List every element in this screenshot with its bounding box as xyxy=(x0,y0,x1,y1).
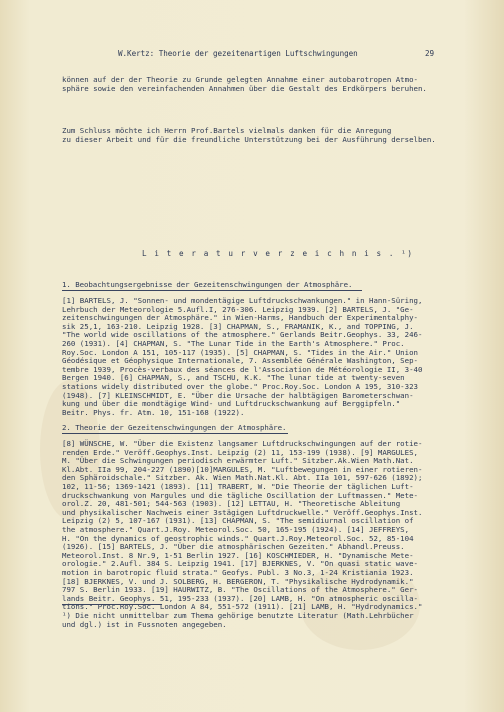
bibliography-title: L i t e r a t u r v e r z e i c h n i s . ¹) xyxy=(142,249,414,258)
heading-underline xyxy=(62,290,362,291)
running-header: W.Kertz: Theorie der gezeitenartigen Luftschwingungen xyxy=(118,49,358,58)
body-paragraph: können auf der der Theorie zu Grunde gelegten Annahme einer autobarotropen Atmo- sphäre sowie den vereinfachenden Annahmen über die Gestalt des Erdkörpers beruhen. xyxy=(62,75,427,93)
section-heading-theory: 2. Theorie der Gezeitenschwingungen der Atmosphäre. xyxy=(62,423,287,432)
footnote: ¹) Die nicht unmittelbar zum Thema gehörige benutzte Literatur (Math.Lehrbücher und dgl.) ist in Fussnoten angegeben. xyxy=(62,611,414,629)
reference-list-theory: [8] WÜNSCHE, W. "Über die Existenz langsamer Luftdruckschwingungen auf der rotie- renden Erde." Veröff.Geophys.Inst. Leipzig (2) 11, 153-199 (1938). [9] MARGULES, M. "Über die Schwingungen periodisch erwärmter Luft." Sitzber.Ak.Wien Math.Nat. Kl.Abt. IIa 99, 204-227 (1890)[10]MARGULES, M. "Luftbewegungen in einer rotieren- den Sphäroidschale." Sitzber. Ak. Wien Math.Nat.Kl. Abt. IIa 101, 597-626 (1892); 102, 11-56; 1369-1421 (1893). [11] TRABERT, W. "Die Theorie der täglichen Luft- druckschwankung von Margules und die tägliche Oscillation der Luftmassen." Mete- orol.Z. 20, 481-501; 544-563 (1903). [12] LETTAU, H. "Theoretische Ableitung und physikalischer Nachweis einer 3stägigen Luftdruckwelle." Veröff.Geophys.Inst. Leipzig (2) 5, 107-167 (1931). [13] CHAPMAN, S. "The semidiurnal oscillation of the atmosphere." Quart.J.Roy. Meteorol.Soc. 50, 165-195 (1924). [14] JEFFREYS, H. "On the dynamics of geostrophic winds." Quart.J.Roy.Meteorol.Soc. 52, 85-104 (1926). [15] BARTELS, J. "Über die atmosphärischen Gezeiten." Abhandl.Preuss. Meteorol.Inst. 8 Nr.9, 1-51 Berlin 1927. [16] KOSCHMIEDER, H. "Dynamische Mete- orologie." 2.Aufl. 384 S. Leipzig 1941. [17] BJERKNES, V. "On quasi static wave- motion in barotropic fluid strata." Geofys. Publ. 3 No.3, 1-24 Kristiania 1923. [18] BJERKNES, V. und J. SOLBERG, H. BERGERON, T. "Physikalische Hydrodynamik." 797 S. Berlin 1933. [19] HAURWITZ, B. "The Oscillations of the Atmosphere." Ger- lands Beitr. Geophys. 51, 195-233 (1937). [20] LAMB, H. "On atmospheric oscilla- tions." Proc.Roy.Soc. London A 84, 551-572 (1911). [21] LAMB, H. "Hydrodynamics." xyxy=(62,439,423,612)
section-heading-observations: 1. Beobachtungsergebnisse der Gezeitenschwingungen der Atmosphäre. xyxy=(62,280,353,289)
reference-list-observations: [1] BARTELS, J. "Sonnen- und mondentägige Luftdruckschwankungen." in Hann-Süring, Lehrbuch der Meteorologie 5.Aufl.I, 276-306. Leipzig 1939. [2] BARTELS, J. "Ge- zeitenschwingungen der Atmosphäre." in Wien-Harms, Handbuch der Experimentalphy- sik 25,1, 163-210. Leipzig 1928. [3] CHAPMAN, S., FRAMANIK, K., and TOPPING, J. "The world wide oscillations of the atmosphere." Gerlands Beitr.Geophys. 33, 246- 260 (1931). [4] CHAPMAN, S. "The Lunar Tide in the Earth's Atmosphere." Proc. Roy.Soc. London A 151, 105-117 (1935). [5] CHAPMAN, S. "Tides in the Air." Union Géodésique et Géophysique Internationale, 7. Assemblée Générale Washington, Sep- tembre 1939, Procès-verbaux des séances de l'Association de Météorologie II, 3-40 Bergen 1940. [6] CHAPMAN, S., and TSCHU, K.K. "The lunar tide at twenty-seven stations widely distributed over the globe." Proc.Roy.Soc. London A 195, 310-323 (1948). [7] KLEINSCHMIDT, E. "Über die Ursache der halbtägigen Barometerschwan- kung und über die mondtägige Wind- und Luftdruckschwankung auf Berggipfeln." Beitr. Phys. fr. Atm. 10, 151-168 (1922). xyxy=(62,296,423,417)
footnote-separator xyxy=(62,604,162,605)
acknowledgement-paragraph: Zum Schluss möchte ich Herrn Prof.Bartels vielmals danken für die Anregung zu dieser Arbeit und für die freundliche Unterstützung bei der Ausführung derselben. xyxy=(62,126,436,144)
heading-underline xyxy=(62,433,288,434)
page-number: 29 xyxy=(425,49,435,58)
